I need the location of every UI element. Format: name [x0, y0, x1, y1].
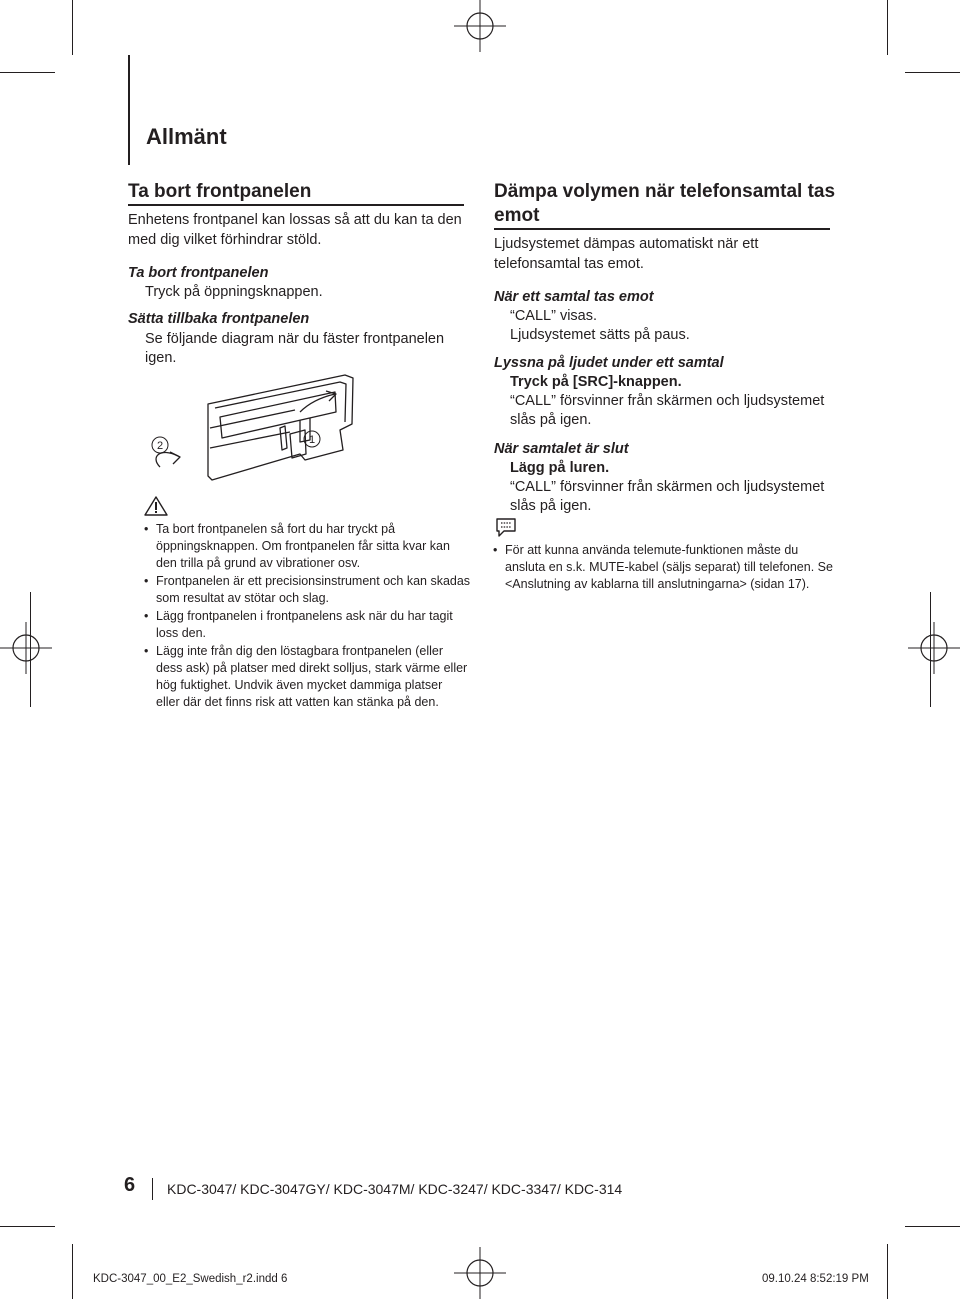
crop-mark [0, 72, 55, 73]
intro-line: Ljudsystemet dämpas automatiskt när ett [494, 236, 759, 252]
step-heading: När ett samtal tas emot [494, 289, 654, 305]
caution-item: • Frontpanelen är ett precisionsinstrument och kan skadas som resultat av stötar och slag. [144, 574, 471, 605]
crop-mark [72, 1244, 73, 1299]
margin-line [930, 592, 931, 707]
step-text: “CALL” försvinner från skärmen och ljudsystemet [510, 393, 825, 409]
step-text: igen. [145, 350, 177, 366]
step-text: Se följande diagram när du fäster frontpanelen [145, 331, 445, 347]
step-text: “CALL” försvinner från skärmen och ljudsystemet [510, 479, 825, 495]
caution-item: • Ta bort frontpanelen så fort du har tryckt på öppningsknappen. Om frontpanelen får sitta kvar kan den trilla på grund av vibrationer osv. [144, 522, 450, 570]
step-text: slås på igen. [510, 412, 592, 428]
step-action: Lägg på luren. [510, 460, 610, 476]
registration-mark-icon [908, 622, 960, 674]
page-section-title: Allmänt [146, 124, 227, 149]
crop-mark [905, 72, 960, 73]
note-icon [494, 516, 518, 538]
step-action: Tryck på [SRC]-knappen. [510, 374, 682, 390]
note-item: • För att kunna använda telemute-funktionen måste du ansluta en s.k. MUTE-kabel (säljs separat) till telefonen. Se <Anslutning av kablarna till anslutningarna> (sidan 17). [493, 543, 833, 591]
crop-mark [0, 1226, 55, 1227]
header-bar [128, 55, 130, 165]
model-list: KDC-3047/ KDC-3047GY/ KDC-3047M/ KDC-3247/ KDC-3347/ KDC-314 [167, 1181, 623, 1197]
step-heading: Sätta tillbaka frontpanelen [128, 311, 310, 327]
slug-date: 09.10.24 8:52:19 PM [762, 1273, 869, 1285]
registration-mark-icon [454, 1247, 506, 1299]
caution-item: • Lägg inte från dig den löstagbara frontpanelen (eller dess ask) på platser med direkt solljus, stark värme eller hög fuktighet. Undvik även mycket dammiga platser eller där det finns risk att vatten kan stänka på den. [144, 644, 468, 709]
section-rule [494, 228, 830, 230]
intro-line: med dig vilket förhindrar stöld. [128, 232, 322, 248]
step-text: Tryck på öppningsknappen. [145, 284, 323, 300]
section-rule [128, 204, 464, 206]
footer-divider [152, 1178, 153, 1200]
step-heading: Lyssna på ljudet under ett samtal [494, 355, 724, 371]
crop-mark [72, 0, 73, 55]
intro-line: Enhetens frontpanel kan lossas så att du kan ta den [128, 212, 462, 228]
diagram-label-2: 2 [156, 440, 164, 452]
diagram-label-1: 1 [308, 434, 316, 446]
crop-mark [905, 1226, 960, 1227]
step-text: slås på igen. [510, 498, 592, 514]
registration-mark-icon [454, 0, 506, 52]
registration-mark-icon [0, 622, 52, 674]
warning-icon [143, 495, 169, 517]
step-heading: När samtalet är slut [494, 441, 629, 457]
section-title-remove-panel: Ta bort frontpanelen [128, 181, 312, 202]
step-text: “CALL” visas. [510, 308, 598, 324]
intro-line: telefonsamtal tas emot. [494, 256, 644, 272]
section-title-call-mute: Dämpa volymen när telefonsamtal tas emot [494, 181, 836, 226]
caution-item: • Lägg frontpanelen i frontpanelens ask när du har tagit loss den. [144, 609, 453, 640]
crop-mark [887, 1244, 888, 1299]
faceplate-diagram [140, 372, 370, 498]
step-heading: Ta bort frontpanelen [128, 265, 269, 281]
margin-line [30, 592, 31, 707]
slug-file: KDC-3047_00_E2_Swedish_r2.indd 6 [93, 1273, 288, 1285]
step-text: Ljudsystemet sätts på paus. [510, 327, 690, 343]
page-number: 6 [124, 1174, 136, 1196]
crop-mark [887, 0, 888, 55]
